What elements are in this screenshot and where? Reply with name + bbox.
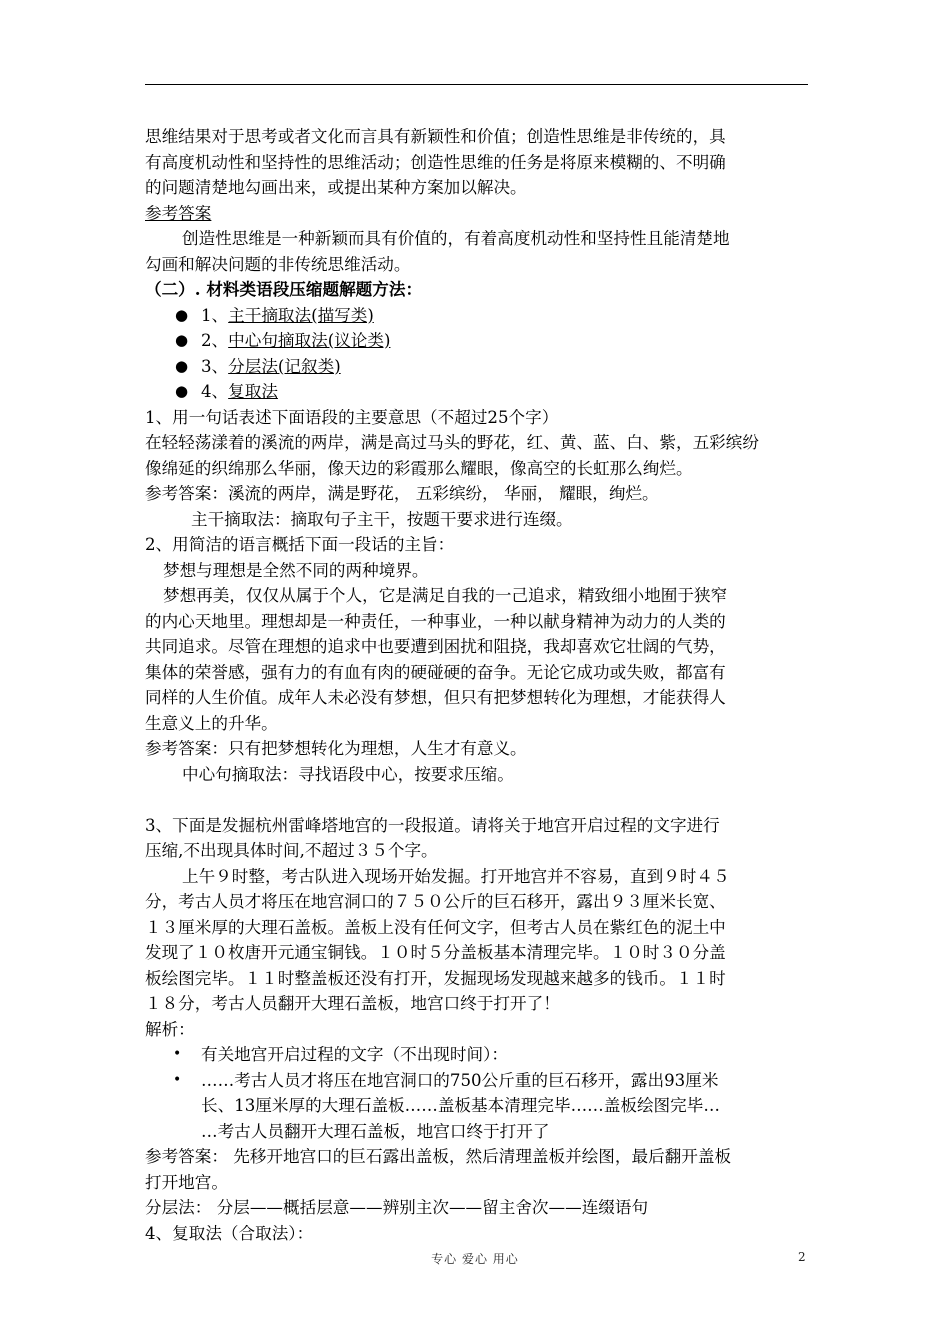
bullet-icon: ● [175, 331, 189, 349]
section-heading: （二）. 材料类语段压缩题解题方法： [145, 279, 423, 299]
question-1-passage: 在轻轻荡漾着的溪流的两岸，满是高过马头的野花，红、黄、蓝、白、紫，五彩缤纷 [145, 433, 759, 452]
question-3-answer: 参考答案： 先移开地宫口的巨石露出盖板，然后清理盖板并绘图，最后翻开盖板 [145, 1147, 732, 1166]
header-rule [145, 84, 808, 85]
question-2-passage: 生意义上的升华。 [145, 713, 278, 733]
question-3-passage: 板绘图完毕。１１时整盖板还没有打开，发掘现场发现越来越多的钱币。１１时 [145, 968, 726, 988]
bullet-icon: ● [175, 382, 189, 400]
method-list-item[interactable]: ● 2、中心句摘取法(议论类) [145, 328, 808, 354]
method-link[interactable]: 中心句摘取法(议论类) [228, 331, 391, 350]
question-2-passage: 同样的人生价值。成年人未必没有梦想，但只有把梦想转化为理想，才能获得人 [145, 688, 726, 707]
question-1-passage: 像绵延的织绵那么华丽，像天边的彩霞那么耀眼，像高空的长虹那么绚烂。 [145, 458, 693, 478]
question-3-passage: 发现了１０枚唐开元通宝铜钱。１０时５分盖板基本清理完毕。１０时３０分盖 [145, 943, 726, 962]
question-2-prompt: 2、用简洁的语言概括下面一段话的主旨： [145, 535, 455, 554]
question-2-passage: 集体的荣誉感，强有力的有血有肉的硬碰硬的奋争。无论它成功或失败，都富有 [145, 662, 726, 682]
question-2-passage: 的内心天地里。理想却是一种责任，一种事业，一种以献身精神为动力的人类的 [145, 611, 726, 631]
question-2-passage: 共同追求。尽管在理想的追求中也要遭到困扰和阻挠，我却喜欢它壮阔的气势， [145, 637, 726, 656]
method-list-item[interactable]: ● 3、分层法(记叙类) [145, 354, 808, 380]
intro-line: 有高度机动性和坚持性的思维活动；创造性思维的任务是将原来模糊的、不明确 [145, 152, 726, 172]
analysis-list-item: • 有关地宫开启过程的文字（不出现时间）： [145, 1042, 808, 1068]
analysis-list-item: • ……考古人员才将压在地宫洞口的750公斤重的巨石移开，露出93厘米 [145, 1068, 808, 1094]
question-4-prompt: 4、复取法（合取法）： [145, 1223, 314, 1243]
intro-answer-line: 勾画和解决问题的非传统思维活动。 [145, 254, 411, 274]
intro-answer-line: 创造性思维是一种新颖而具有价值的，有着高度机动性和坚持性且能清楚地 [182, 229, 730, 248]
analysis-list-item-cont: …考古人员翻开大理石盖板，地宫口终于打开了 [201, 1121, 550, 1141]
question-3-method: 分层法： 分层——概括层意——辨别主次——留主舍次——连缀语句 [145, 1198, 649, 1217]
question-3-prompt: 压缩,不出现具体时间,不超过３５个字。 [145, 841, 438, 860]
question-3-answer: 打开地宫。 [145, 1172, 228, 1192]
page-body [145, 124, 808, 1246]
page-number: 2 [798, 1250, 806, 1264]
method-link[interactable]: 分层法(记叙类) [228, 356, 341, 376]
intro-line: 思维结果对于思考或者文化而言具有新颖性和价值；创造性思维是非传统的，具 [145, 127, 726, 146]
footer-motto: 专心 爱心 用心 [431, 1252, 519, 1266]
analysis-label: 解析： [145, 1019, 195, 1039]
bullet-icon: • [173, 1046, 182, 1062]
bullet-icon: ● [175, 356, 189, 375]
question-3-prompt: 3、下面是发掘杭州雷峰塔地宫的一段报道。请将关于地宫开启过程的文字进行 [145, 815, 720, 835]
question-1-answer: 参考答案：溪流的两岸，满是野花， 五彩缤纷， 华丽， 耀眼，绚烂。 [145, 484, 659, 503]
question-3-passage: 上午９时整，考古队进入现场开始发掘。打开地宫并不容易，直到９时４５ [182, 866, 730, 886]
bullet-icon: ● [175, 305, 189, 324]
question-2-passage: 梦想再美，仅仅从属于个人，它是满足自我的一己追求，精致细小地囿于狭窄 [163, 586, 728, 605]
analysis-list-item-cont: 长、13厘米厚的大理石盖板……盖板基本清理完毕……盖板绘图完毕… [201, 1096, 720, 1115]
method-link[interactable]: 复取法 [228, 382, 278, 401]
reference-answer-link[interactable] [145, 201, 808, 227]
question-3-passage: １８分，考古人员翻开大理石盖板，地宫口终于打开了！ [145, 994, 560, 1013]
intro-line: 的问题清楚地勾画出来，或提出某种方案加以解决。 [145, 178, 527, 197]
question-2-passage: 梦想与理想是全然不同的两种境界。 [163, 560, 429, 580]
method-list-item[interactable]: ● 1、主干摘取法(描写类) [145, 303, 808, 329]
reference-answer-label[interactable]: 参考答案 [145, 203, 212, 223]
question-3-passage: 分，考古人员才将压在地宫洞口的７５０公斤的巨石移开，露出９３厘米长宽、 [145, 892, 726, 911]
question-1-prompt: 1、用一句话表述下面语段的主要意思（不超过25个字） [145, 407, 559, 427]
question-3-passage: １３厘米厚的大理石盖板。盖板上没有任何文字，但考古人员在紫红色的泥土中 [145, 917, 726, 937]
question-1-method: 主干摘取法：摘取句子主干，按题干要求进行连缀。 [191, 509, 573, 529]
blank-line [145, 787, 808, 813]
bullet-icon: • [173, 1071, 182, 1088]
method-link[interactable]: 主干摘取法(描写类) [228, 305, 374, 325]
question-2-answer: 参考答案：只有把梦想转化为理想，人生才有意义。 [145, 739, 527, 758]
question-2-method: 中心句摘取法：寻找语段中心，按要求压缩。 [182, 764, 514, 784]
method-list-item[interactable]: ● 4、复取法 [145, 379, 808, 405]
